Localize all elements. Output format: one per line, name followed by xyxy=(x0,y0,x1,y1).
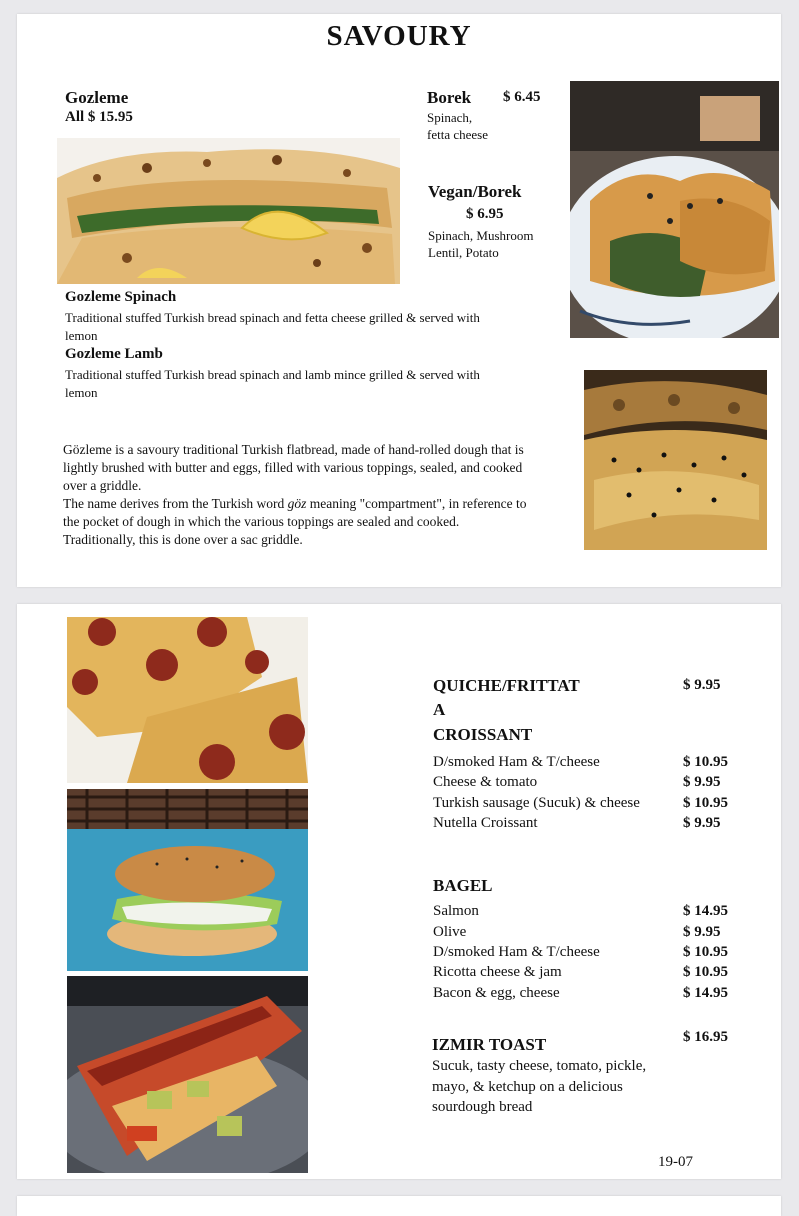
about-line-4-a: The name derives from the Turkish word xyxy=(63,496,288,511)
about-line-2: lightly brushed with butter and eggs, filled with various toppings, sealed, and cooked xyxy=(63,460,523,475)
izmir-toast-desc-line3: sourdough bread xyxy=(432,1099,533,1115)
bagel-item-name: Bacon & egg, cheese xyxy=(433,985,560,1001)
about-line-4-goz: göz xyxy=(287,496,307,511)
vegan-borek-title: Vegan/Borek xyxy=(428,182,522,201)
vegan-borek-desc-line2: Lentil, Potato xyxy=(428,245,499,260)
izmir-toast-heading: IZMIR TOAST xyxy=(432,1035,547,1054)
about-line-4-c: meaning "compartment", in reference to xyxy=(306,496,527,511)
menu-page-savoury xyxy=(17,14,781,587)
about-line-5: the pocket of dough in which the various toppings are sealed and cooked. xyxy=(63,514,460,529)
croissant-item-price: $ 10.95 xyxy=(683,754,728,770)
bagel-item-price: $ 14.95 xyxy=(683,903,728,919)
gozleme-spinach-desc-line2: lemon xyxy=(65,328,98,343)
croissant-item-name: Turkish sausage (Sucuk) & cheese xyxy=(433,795,640,811)
croissant-photo xyxy=(67,617,308,783)
borek-desc-line2: fetta cheese xyxy=(427,127,488,142)
gozleme-title: Gozleme xyxy=(65,88,129,107)
izmir-toast-photo xyxy=(67,976,308,1173)
gozleme-price: All $ 15.95 xyxy=(65,109,133,125)
gozleme-lamb-title: Gozleme Lamb xyxy=(65,346,163,362)
about-line-6: Traditionally, this is done over a sac griddle. xyxy=(63,532,303,547)
next-menu-page xyxy=(17,1196,781,1216)
menu-page-breakfast xyxy=(17,604,781,1179)
bagel-item-name: Salmon xyxy=(433,903,479,919)
borek-photo xyxy=(570,81,779,338)
bagel-heading: BAGEL xyxy=(433,876,493,895)
izmir-toast-price: $ 16.95 xyxy=(683,1029,728,1045)
gozleme-photo xyxy=(57,138,400,284)
bagel-photo xyxy=(67,789,308,971)
izmir-toast-desc-line1: Sucuk, tasty cheese, tomato, pickle, xyxy=(432,1058,647,1074)
borek-title: Borek xyxy=(427,88,472,107)
about-line-4 xyxy=(63,495,583,513)
gozleme-lamb-desc-line2: lemon xyxy=(65,385,98,400)
bagel-item-name: D/smoked Ham & T/cheese xyxy=(433,944,600,960)
croissant-item-price: $ 10.95 xyxy=(683,795,728,811)
borek-desc-line1: Spinach, xyxy=(427,110,473,125)
croissant-item-name: Cheese & tomato xyxy=(433,774,538,790)
gozleme-lamb-desc-line1: Traditional stuffed Turkish bread spinach and lamb mince grilled & served with xyxy=(65,367,480,382)
about-line-1: Gözleme is a savoury traditional Turkish flatbread, made of hand-rolled dough that is xyxy=(63,442,524,457)
bagel-item-name: Olive xyxy=(433,924,467,940)
gozleme-spinach-title: Gozleme Spinach xyxy=(65,289,177,305)
bagel-item-price: $ 9.95 xyxy=(683,924,721,940)
quiche-heading-line2: A xyxy=(433,700,446,719)
page-number: 19-07 xyxy=(658,1154,693,1170)
croissant-heading: CROISSANT xyxy=(433,725,533,744)
about-line-3: over a griddle. xyxy=(63,478,142,493)
gozleme-about-text xyxy=(63,441,583,549)
gozleme-closeup-photo xyxy=(584,370,767,550)
vegan-borek-price: $ 6.95 xyxy=(466,206,504,222)
croissant-item-price: $ 9.95 xyxy=(683,815,721,831)
quiche-price: $ 9.95 xyxy=(683,677,721,693)
croissant-item-name: D/smoked Ham & T/cheese xyxy=(433,754,600,770)
borek-price: $ 6.45 xyxy=(503,89,541,105)
page-title: SAVOURY xyxy=(326,20,472,52)
bagel-item-name: Ricotta cheese & jam xyxy=(433,964,562,980)
bagel-item-price: $ 14.95 xyxy=(683,985,728,1001)
bagel-item-price: $ 10.95 xyxy=(683,964,728,980)
croissant-item-price: $ 9.95 xyxy=(683,774,721,790)
gozleme-spinach-desc-line1: Traditional stuffed Turkish bread spinach and fetta cheese grilled & served with xyxy=(65,310,480,325)
croissant-item-name: Nutella Croissant xyxy=(433,815,538,831)
bagel-item-price: $ 10.95 xyxy=(683,944,728,960)
izmir-toast-desc-line2: mayo, & ketchup on a delicious xyxy=(432,1079,623,1095)
quiche-heading-line1: QUICHE/FRITTAT xyxy=(433,676,580,695)
vegan-borek-desc-line1: Spinach, Mushroom xyxy=(428,228,534,243)
